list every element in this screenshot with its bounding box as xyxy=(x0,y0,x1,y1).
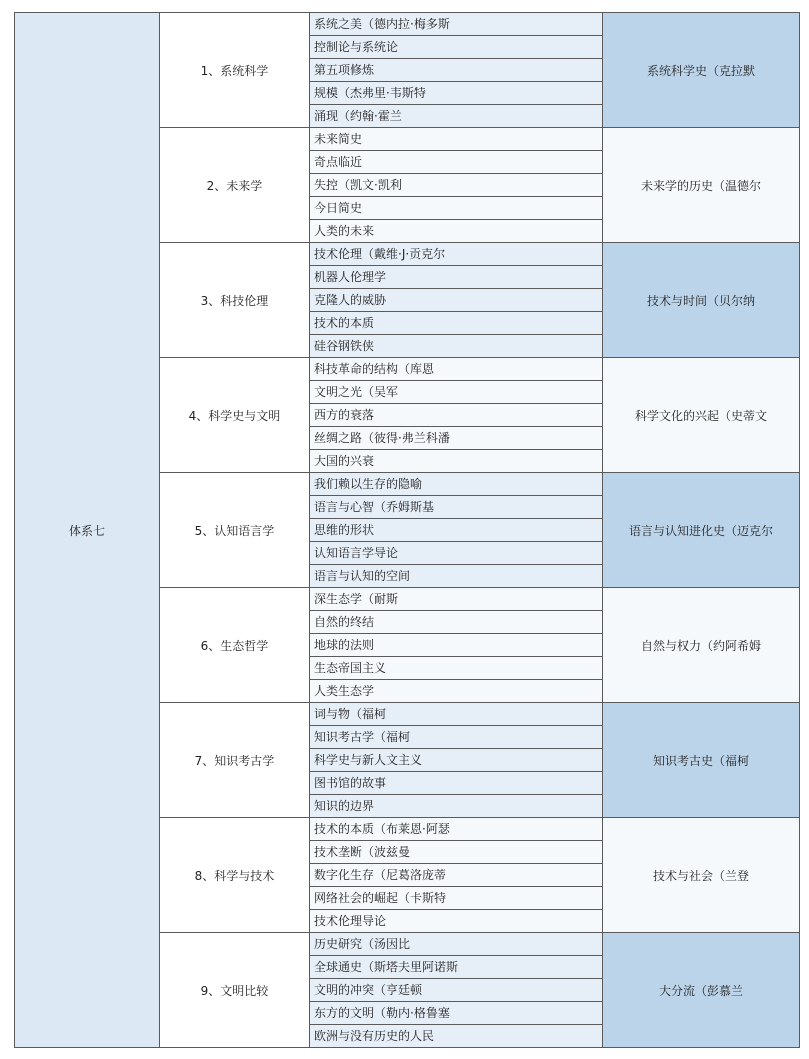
history-book-cell: 系统科学史（克拉默 xyxy=(603,13,800,128)
book-title-cell: 网络社会的崛起（卡斯特 xyxy=(310,887,603,910)
book-title-cell: 今日简史 xyxy=(310,197,603,220)
book-title-cell: 东方的文明（勒内·格鲁塞 xyxy=(310,1002,603,1025)
history-book-cell: 自然与权力（约阿希姆 xyxy=(603,588,800,703)
book-title-cell: 深生态学（耐斯 xyxy=(310,588,603,611)
topic-cell: 9、文明比较 xyxy=(160,933,310,1048)
book-title-cell: 未来简史 xyxy=(310,128,603,151)
history-book-cell: 技术与社会（兰登 xyxy=(603,818,800,933)
curriculum-table xyxy=(14,12,800,1048)
book-title-cell: 机器人伦理学 xyxy=(310,266,603,289)
table-row xyxy=(15,13,800,36)
book-title-cell: 认知语言学导论 xyxy=(310,542,603,565)
book-title-cell: 词与物（福柯 xyxy=(310,703,603,726)
book-title-cell: 人类的未来 xyxy=(310,220,603,243)
book-title-cell: 失控（凯文·凯利 xyxy=(310,174,603,197)
history-book-cell: 语言与认知进化史（迈克尔 xyxy=(603,473,800,588)
book-title-cell: 技术伦理（戴维·J·贡克尔 xyxy=(310,243,603,266)
topic-cell: 1、系统科学 xyxy=(160,13,310,128)
book-title-cell: 图书馆的故事 xyxy=(310,772,603,795)
book-title-cell: 控制论与系统论 xyxy=(310,36,603,59)
history-book-cell: 科学文化的兴起（史蒂文 xyxy=(603,358,800,473)
book-title-cell: 科学史与新人文主义 xyxy=(310,749,603,772)
topic-cell: 5、认知语言学 xyxy=(160,473,310,588)
book-title-cell: 丝绸之路（彼得·弗兰科潘 xyxy=(310,427,603,450)
book-title-cell: 知识考古学（福柯 xyxy=(310,726,603,749)
book-title-cell: 克隆人的威胁 xyxy=(310,289,603,312)
book-title-cell: 西方的衰落 xyxy=(310,404,603,427)
topic-cell: 4、科学史与文明 xyxy=(160,358,310,473)
book-title-cell: 数字化生存（尼葛洛庞蒂 xyxy=(310,864,603,887)
book-title-cell: 我们赖以生存的隐喻 xyxy=(310,473,603,496)
book-title-cell: 系统之美（德内拉·梅多斯 xyxy=(310,13,603,36)
book-title-cell: 生态帝国主义 xyxy=(310,657,603,680)
book-title-cell: 欧洲与没有历史的人民 xyxy=(310,1025,603,1048)
book-title-cell: 文明之光（吴军 xyxy=(310,381,603,404)
topic-cell: 6、生态哲学 xyxy=(160,588,310,703)
book-title-cell: 硅谷钢铁侠 xyxy=(310,335,603,358)
book-title-cell: 规模（杰弗里·韦斯特 xyxy=(310,82,603,105)
book-title-cell: 思维的形状 xyxy=(310,519,603,542)
topic-cell: 2、未来学 xyxy=(160,128,310,243)
book-title-cell: 地球的法则 xyxy=(310,634,603,657)
book-title-cell: 历史研究（汤因比 xyxy=(310,933,603,956)
book-title-cell: 人类生态学 xyxy=(310,680,603,703)
book-title-cell: 语言与心智（乔姆斯基 xyxy=(310,496,603,519)
book-title-cell: 奇点临近 xyxy=(310,151,603,174)
system-label: 体系七 xyxy=(15,13,160,1048)
book-title-cell: 知识的边界 xyxy=(310,795,603,818)
table-body xyxy=(15,13,800,1048)
history-book-cell: 未来学的历史（温德尔 xyxy=(603,128,800,243)
book-title-cell: 技术伦理导论 xyxy=(310,910,603,933)
history-book-cell: 技术与时间（贝尔纳 xyxy=(603,243,800,358)
book-title-cell: 技术的本质 xyxy=(310,312,603,335)
book-title-cell: 语言与认知的空间 xyxy=(310,565,603,588)
book-title-cell: 技术的本质（布莱恩·阿瑟 xyxy=(310,818,603,841)
book-title-cell: 涌现（约翰·霍兰 xyxy=(310,105,603,128)
topic-cell: 7、知识考古学 xyxy=(160,703,310,818)
book-title-cell: 技术垄断（波兹曼 xyxy=(310,841,603,864)
book-title-cell: 全球通史（斯塔夫里阿诺斯 xyxy=(310,956,603,979)
topic-cell: 8、科学与技术 xyxy=(160,818,310,933)
history-book-cell: 大分流（彭慕兰 xyxy=(603,933,800,1048)
history-book-cell: 知识考古史（福柯 xyxy=(603,703,800,818)
book-title-cell: 大国的兴衰 xyxy=(310,450,603,473)
book-title-cell: 科技革命的结构（库恩 xyxy=(310,358,603,381)
book-title-cell: 第五项修炼 xyxy=(310,59,603,82)
book-title-cell: 自然的终结 xyxy=(310,611,603,634)
book-title-cell: 文明的冲突（亨廷顿 xyxy=(310,979,603,1002)
topic-cell: 3、科技伦理 xyxy=(160,243,310,358)
